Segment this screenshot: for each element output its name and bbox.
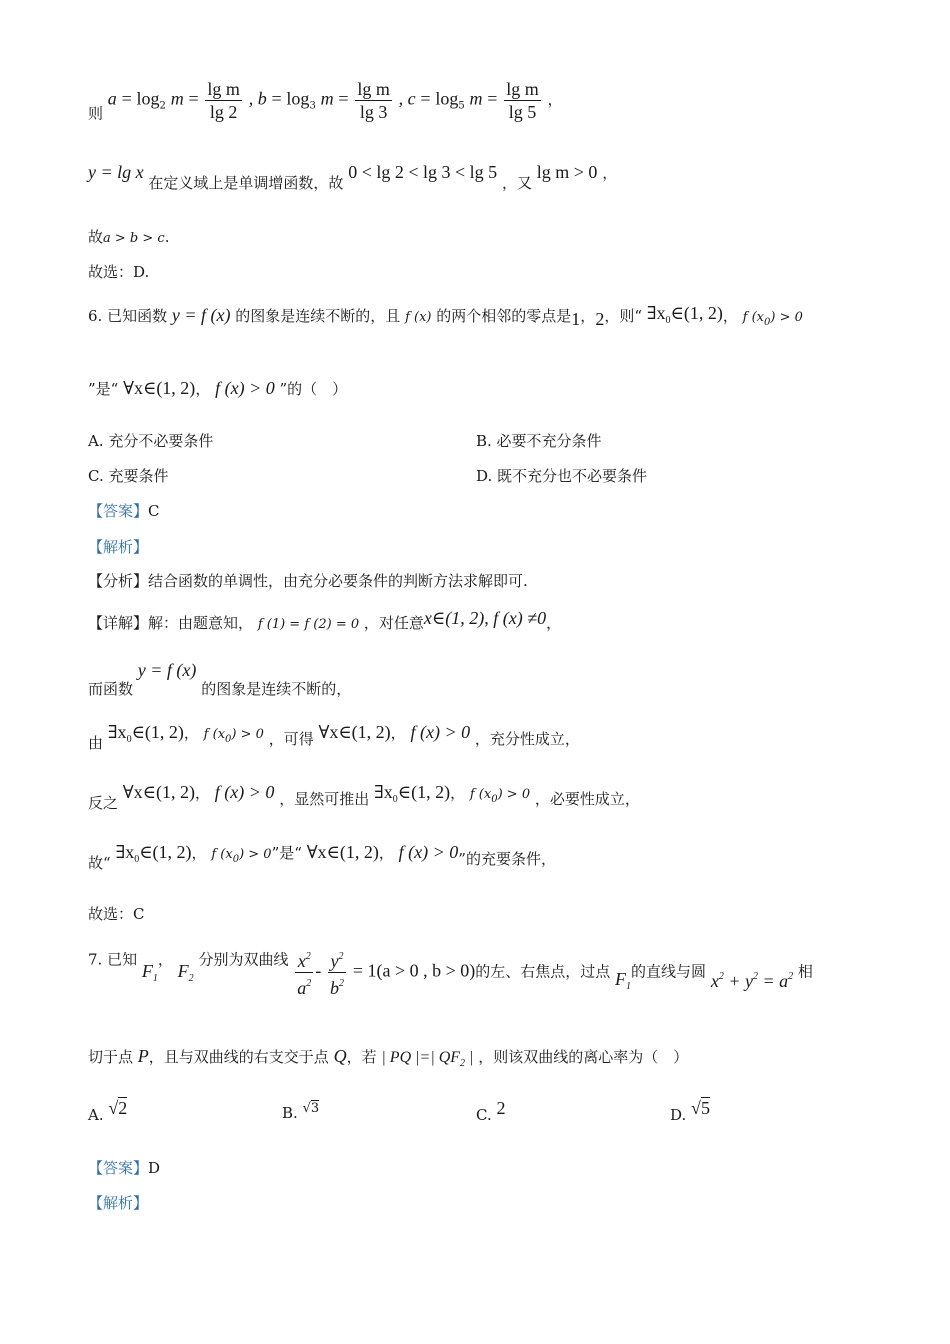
- math-sup: 2: [338, 951, 344, 962]
- text: ，: [194, 784, 210, 802]
- monotonic-line: [88, 162, 617, 193]
- math-two: 2: [595, 309, 605, 329]
- math-log: log: [286, 88, 310, 109]
- analysis-6: [88, 536, 148, 557]
- math-text: b: [330, 978, 340, 998]
- text: 6. 已知函数: [88, 307, 168, 325]
- math-sup: 2: [306, 978, 312, 989]
- text: 的左、右焦点，过点: [475, 962, 611, 981]
- math-fx-positive: f (x) > 0: [215, 378, 275, 398]
- math-m: m: [469, 88, 483, 109]
- text: .: [164, 228, 170, 246]
- text: 故选：D.: [88, 263, 150, 281]
- formula-line-abc: [88, 78, 563, 124]
- math-text: f (x: [211, 847, 233, 862]
- math-eq: =: [121, 88, 132, 109]
- text: ，则“: [604, 307, 642, 325]
- math-fx0: [469, 787, 531, 805]
- math-minus: -: [315, 960, 322, 981]
- math-text: ∈(1, 2): [139, 842, 192, 862]
- denominator: lg 2: [209, 102, 238, 122]
- math-eq: =: [338, 88, 349, 109]
- math-text: ) > 0: [231, 727, 264, 742]
- option-label: C. 充要条件: [88, 467, 169, 485]
- math-fx-positive: f (x) > 0: [410, 722, 471, 742]
- math-eq: =: [487, 88, 498, 109]
- fraction: [355, 78, 392, 123]
- sqrt-2: [108, 1097, 127, 1118]
- text: 则: [88, 104, 104, 123]
- option-7-c[interactable]: [476, 1098, 506, 1124]
- text: ，显然可推出: [279, 790, 370, 808]
- math-sub: 0: [134, 854, 140, 865]
- math-sup: 2: [339, 978, 345, 989]
- answer-line: [88, 261, 149, 282]
- text: 反之: [88, 794, 119, 812]
- math-sup: 2: [718, 970, 724, 982]
- text: ，: [580, 307, 596, 325]
- math-text: ∈(1, 2): [131, 722, 184, 742]
- option-label: B.: [282, 1104, 298, 1122]
- math-F1: [141, 960, 158, 984]
- text: 的直线与圆: [631, 962, 707, 981]
- math-text: a: [297, 978, 307, 998]
- math-text: 5: [700, 1098, 710, 1118]
- math-log: log: [136, 88, 160, 109]
- text: 7. 已知: [88, 950, 138, 969]
- math-sub: 1: [626, 980, 632, 992]
- math-text: | PQ |=| QF: [381, 1049, 461, 1066]
- math-sub: 0: [232, 854, 240, 865]
- math-y-fx: y = f (x): [137, 660, 197, 680]
- text: 切于点: [88, 1048, 134, 1066]
- denominator: [328, 973, 346, 999]
- answer-7: [88, 1157, 160, 1178]
- sqrt-icon: √: [108, 1098, 119, 1118]
- math-text: ∃x: [107, 722, 127, 742]
- detail-6-line2: [88, 660, 351, 699]
- text: ，: [378, 844, 394, 862]
- text: ”的充要条件，: [458, 850, 556, 868]
- math-y-lgx: y = lg x: [88, 162, 144, 182]
- math-forall: ∀x∈(1, 2): [306, 842, 379, 862]
- option-a[interactable]: [88, 430, 213, 451]
- math-exists: [373, 782, 451, 805]
- option-label: A.: [88, 1106, 104, 1124]
- math-text: x: [297, 951, 306, 971]
- detail-6-line5: [88, 842, 556, 873]
- text: ，又: [501, 174, 532, 192]
- math-text: = a: [757, 970, 789, 991]
- math-sub: 5: [458, 100, 465, 112]
- text: ，且与双曲线的右支交于点: [148, 1048, 329, 1066]
- option-7-b[interactable]: [282, 1098, 319, 1122]
- math-F2: [177, 960, 194, 984]
- answer-tag: 【答案】: [88, 1159, 149, 1177]
- fenxi-6: [88, 570, 528, 591]
- math-abs-eq: [381, 1049, 474, 1069]
- text: ，则该双曲线的离心率为（ ）: [478, 1048, 689, 1066]
- math-inequality: 0 < lg 2 < lg 3 < lg 5: [348, 162, 498, 182]
- sqrt-icon: √: [691, 1098, 701, 1118]
- math-forall: ∀x∈(1, 2): [123, 378, 196, 398]
- math-b: , b: [248, 88, 267, 109]
- text: 相: [797, 962, 813, 981]
- math-text: 3: [310, 1101, 320, 1116]
- math-m: m: [320, 88, 334, 109]
- math-x-in: x∈(1, 2), f (x) ≠0: [423, 608, 547, 628]
- math-fx-positive: f (x) > 0: [214, 782, 275, 802]
- numerator: lg m: [506, 79, 539, 99]
- math-text: y: [330, 951, 339, 971]
- math-text: ) > 0: [497, 787, 531, 802]
- math-exists: [646, 303, 723, 326]
- math-forall: ∀x∈(1, 2): [318, 722, 391, 742]
- fraction-x2-a2: [295, 946, 313, 999]
- math-m: m: [170, 88, 184, 109]
- text: 故“: [88, 854, 111, 872]
- math-P: P: [137, 1046, 149, 1066]
- denominator: lg 5: [508, 102, 537, 122]
- math-hyperbola-cond: = 1(a > 0 , b > 0): [352, 960, 476, 981]
- fraction: [205, 78, 242, 123]
- math-text: ∃x: [115, 842, 135, 862]
- math-text: + y: [723, 970, 753, 991]
- text: ，若: [346, 1048, 377, 1066]
- math-f1-f2: f (1) = f (2) = 0: [257, 617, 360, 632]
- text: ”的（ ）: [279, 380, 348, 398]
- math-sub: 3: [309, 100, 316, 112]
- detail-6-line4: [88, 782, 640, 813]
- text: ，: [602, 164, 618, 182]
- math-text: |: [465, 1049, 474, 1066]
- text: 在定义域上是单调增函数，故: [148, 174, 344, 192]
- math-text: ) > 0: [239, 847, 272, 862]
- text: ，: [390, 724, 406, 742]
- text: ，: [195, 380, 211, 398]
- math-text: ∈(1, 2): [397, 782, 451, 802]
- math-fx: f (x): [405, 310, 432, 325]
- detail-6: [88, 608, 561, 633]
- math-sub: 0: [764, 317, 771, 328]
- analysis-7: [88, 1192, 148, 1213]
- analysis-tag: 【解析】: [88, 1194, 149, 1212]
- math-fx0: [742, 310, 803, 328]
- math-text: ∃x: [646, 303, 666, 323]
- math-lgm-positive: lg m > 0: [536, 162, 598, 182]
- text: 结合函数的单调性，由充分必要条件的判断方法求解即可.: [148, 572, 528, 590]
- fenxi-tag: 【分析】: [88, 572, 149, 590]
- numerator: [328, 946, 346, 973]
- math-sub: 0: [126, 734, 132, 745]
- sqrt-3: [303, 1100, 320, 1116]
- math-text: x: [710, 970, 719, 991]
- answer-6: [88, 500, 160, 521]
- question-6: [88, 303, 803, 330]
- text: 故选：C: [88, 905, 145, 923]
- math-fx0: [203, 727, 264, 745]
- math-exists: [107, 722, 184, 745]
- text: ”是“: [88, 380, 119, 398]
- math-exists: [115, 842, 192, 865]
- question-7: [88, 946, 813, 999]
- option-c[interactable]: [88, 465, 168, 486]
- question-7-cont: [88, 1046, 688, 1069]
- text: 解：由题意知，: [148, 614, 254, 632]
- text: ，: [547, 90, 563, 109]
- text: ，可得: [268, 730, 314, 748]
- answer-value: D: [148, 1159, 161, 1177]
- fraction: [504, 78, 541, 123]
- math-forall: ∀x∈(1, 2): [122, 782, 195, 802]
- text: ，必要性成立，: [534, 790, 640, 808]
- text: 的图象是连续不断的，: [201, 680, 352, 698]
- text: ，: [183, 724, 199, 742]
- math-text: ∃x: [373, 782, 393, 802]
- fraction-y2-b2: [328, 946, 346, 999]
- option-label: B. 必要不充分条件: [476, 432, 602, 450]
- numerator: lg m: [357, 79, 390, 99]
- sqrt-5: [691, 1097, 710, 1118]
- math-text: f (x: [469, 787, 492, 802]
- math-F1: [615, 968, 632, 992]
- math-fx-positive: f (x) > 0: [398, 842, 459, 862]
- math-sub: 2: [460, 1058, 466, 1069]
- text: ，: [191, 844, 207, 862]
- math-sub: 2: [188, 972, 194, 984]
- question-6-cont: [88, 378, 347, 399]
- math-text: f (x: [203, 727, 226, 742]
- math-sub: 0: [225, 734, 232, 745]
- math-abc: a > b > c: [103, 231, 165, 246]
- text: ，: [450, 784, 466, 802]
- option-d[interactable]: [476, 465, 647, 486]
- answer-value: C: [148, 502, 160, 520]
- option-7-d[interactable]: [670, 1098, 710, 1124]
- math-text: F: [177, 960, 189, 981]
- sqrt-icon: √: [302, 1101, 311, 1116]
- math-text: ∈(1, 2): [670, 303, 723, 323]
- text: 由: [88, 734, 104, 752]
- text: ，: [722, 307, 738, 325]
- option-b[interactable]: [476, 430, 602, 451]
- detail-6-line3: [88, 722, 580, 753]
- math-sub: 1: [152, 972, 158, 984]
- option-label: D.: [670, 1106, 687, 1124]
- text: 故: [88, 228, 104, 246]
- math-text: ) > 0: [770, 310, 803, 325]
- math-text: F: [141, 960, 153, 981]
- math-text: F: [615, 968, 627, 989]
- text: ，对任意: [363, 614, 424, 632]
- math-sub: 0: [491, 794, 498, 805]
- denominator: [295, 973, 313, 999]
- math-text: 2: [496, 1098, 506, 1118]
- math-text: 2: [118, 1098, 128, 1118]
- math-sub: 0: [665, 315, 671, 326]
- detail-6-answer: [88, 903, 144, 924]
- math-a: a: [107, 88, 117, 109]
- denominator: lg 3: [359, 102, 388, 122]
- option-label: C.: [476, 1106, 492, 1124]
- math-sup: 2: [788, 970, 794, 982]
- option-7-a[interactable]: [88, 1098, 127, 1124]
- text: 的图象是连续不断的，且: [235, 307, 401, 325]
- math-sub: 2: [159, 100, 166, 112]
- analysis-tag: 【解析】: [88, 538, 149, 556]
- text: ，充分性成立，: [474, 730, 580, 748]
- option-label: A. 充分不必要条件: [88, 432, 214, 450]
- text: 分别为双曲线: [198, 950, 289, 969]
- math-text: f (x: [742, 310, 764, 325]
- math-log: log: [435, 88, 459, 109]
- math-eq: =: [420, 88, 431, 109]
- text: 而函数: [88, 680, 134, 698]
- math-Q: Q: [333, 1046, 347, 1066]
- text: ”是“: [271, 844, 302, 862]
- text: ，: [546, 614, 562, 632]
- math-y-fx: y = f (x): [171, 305, 231, 325]
- math-sup: 2: [305, 951, 311, 962]
- detail-tag: 【详解】: [88, 614, 149, 632]
- math-c: , c: [398, 88, 416, 109]
- conclusion-line: [88, 226, 169, 247]
- text: ，: [157, 950, 173, 969]
- math-eq: =: [188, 88, 199, 109]
- numerator: lg m: [207, 79, 240, 99]
- math-circle: [711, 971, 793, 991]
- math-one: 1: [571, 309, 581, 329]
- option-label: D. 既不充分也不必要条件: [476, 467, 648, 485]
- math-sub: 0: [392, 794, 398, 805]
- numerator: [295, 946, 313, 973]
- math-sup: 2: [752, 970, 758, 982]
- answer-tag: 【答案】: [88, 502, 149, 520]
- text: 的两个相邻的零点是: [436, 307, 572, 325]
- math-fx0: [211, 847, 272, 865]
- math-eq: =: [271, 88, 282, 109]
